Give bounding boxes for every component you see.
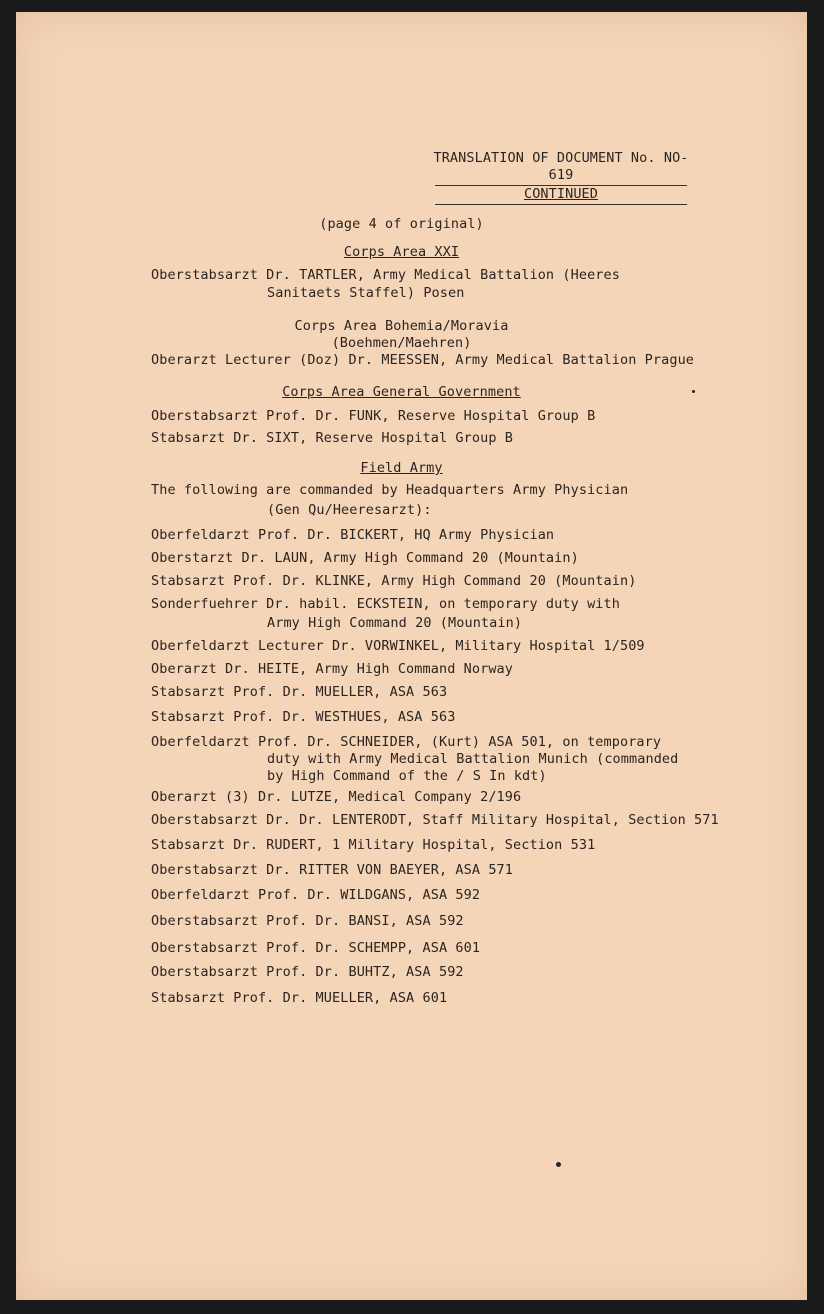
page-note: (page 4 of original) [319, 216, 484, 232]
intro-line: (Gen Qu/Heeresarzt): [267, 502, 432, 518]
entry-line: Oberarzt (3) Dr. LUTZE, Medical Company 2/196 [151, 789, 522, 805]
entry-line: Stabsarzt Dr. SIXT, Reserve Hospital Group B [151, 430, 514, 446]
entry-line: Oberstarzt Dr. LAUN, Army High Command 20 (Mountain) [151, 550, 579, 566]
paper-speck [556, 1162, 561, 1167]
entry-line: by High Command of the / S In kdt) [267, 768, 547, 784]
entry-line: Oberstabsarzt Prof. Dr. SCHEMPP, ASA 601 [151, 940, 481, 956]
entry-line: Oberstabsarzt Prof. Dr. FUNK, Reserve Hospital Group B [151, 408, 596, 424]
entry-line: Stabsarzt Prof. Dr. WESTHUES, ASA 563 [151, 709, 456, 725]
entry-line: Stabsarzt Prof. Dr. MUELLER, ASA 601 [151, 990, 448, 1006]
document-header [426, 150, 696, 205]
section-subheading: (Boehmen/Maehren) [331, 335, 472, 351]
entry-line: Oberfeldarzt Prof. Dr. BICKERT, HQ Army Physician [151, 527, 555, 543]
paper-speck [692, 390, 695, 393]
header-rule-bottom [435, 204, 687, 205]
intro-line: The following are commanded by Headquarters Army Physician [151, 482, 629, 498]
entry-line: Oberstabsarzt Dr. Dr. LENTERODT, Staff Military Hospital, Section 571 [151, 812, 719, 828]
document-page [16, 12, 807, 1300]
entry-line: Sanitaets Staffel) Posen [267, 285, 465, 301]
entry-line: Oberstabsarzt Prof. Dr. BUHTZ, ASA 592 [151, 964, 464, 980]
entry-line: Oberstabsarzt Dr. RITTER VON BAEYER, ASA 571 [151, 862, 514, 878]
entry-line: Oberstabsarzt Dr. TARTLER, Army Medical Battalion (Heeres [151, 267, 620, 283]
entry-line: Oberfeldarzt Prof. Dr. WILDGANS, ASA 592 [151, 887, 481, 903]
entry-line: Oberstabsarzt Prof. Dr. BANSI, ASA 592 [151, 913, 464, 929]
entry-line: Oberarzt Dr. HEITE, Army High Command Norway [151, 661, 514, 677]
entry-line: Stabsarzt Dr. RUDERT, 1 Military Hospital, Section 531 [151, 837, 596, 853]
section-heading: Corps Area Bohemia/Moravia [294, 318, 509, 334]
entry-line: Army High Command 20 (Mountain) [267, 615, 523, 631]
section-heading: Corps Area General Government [282, 384, 521, 400]
translation-title: TRANSLATION OF DOCUMENT No. NO-619 [433, 150, 689, 183]
entry-line: duty with Army Medical Battalion Munich (commanded [267, 751, 679, 767]
section-heading: Corps Area XXI [343, 244, 460, 260]
entry-line: Oberarzt Lecturer (Doz) Dr. MEESSEN, Army Medical Battalion Prague [151, 352, 695, 368]
entry-line: Sonderfuehrer Dr. habil. ECKSTEIN, on temporary duty with [151, 596, 620, 612]
continued-label: CONTINUED [523, 186, 599, 202]
section-heading: Field Army [360, 460, 443, 476]
entry-line: Stabsarzt Prof. Dr. MUELLER, ASA 563 [151, 684, 448, 700]
entry-line: Stabsarzt Prof. Dr. KLINKE, Army High Command 20 (Mountain) [151, 573, 637, 589]
entry-line: Oberfeldarzt Lecturer Dr. VORWINKEL, Military Hospital 1/509 [151, 638, 645, 654]
entry-line: Oberfeldarzt Prof. Dr. SCHNEIDER, (Kurt) ASA 501, on temporary [151, 734, 662, 750]
